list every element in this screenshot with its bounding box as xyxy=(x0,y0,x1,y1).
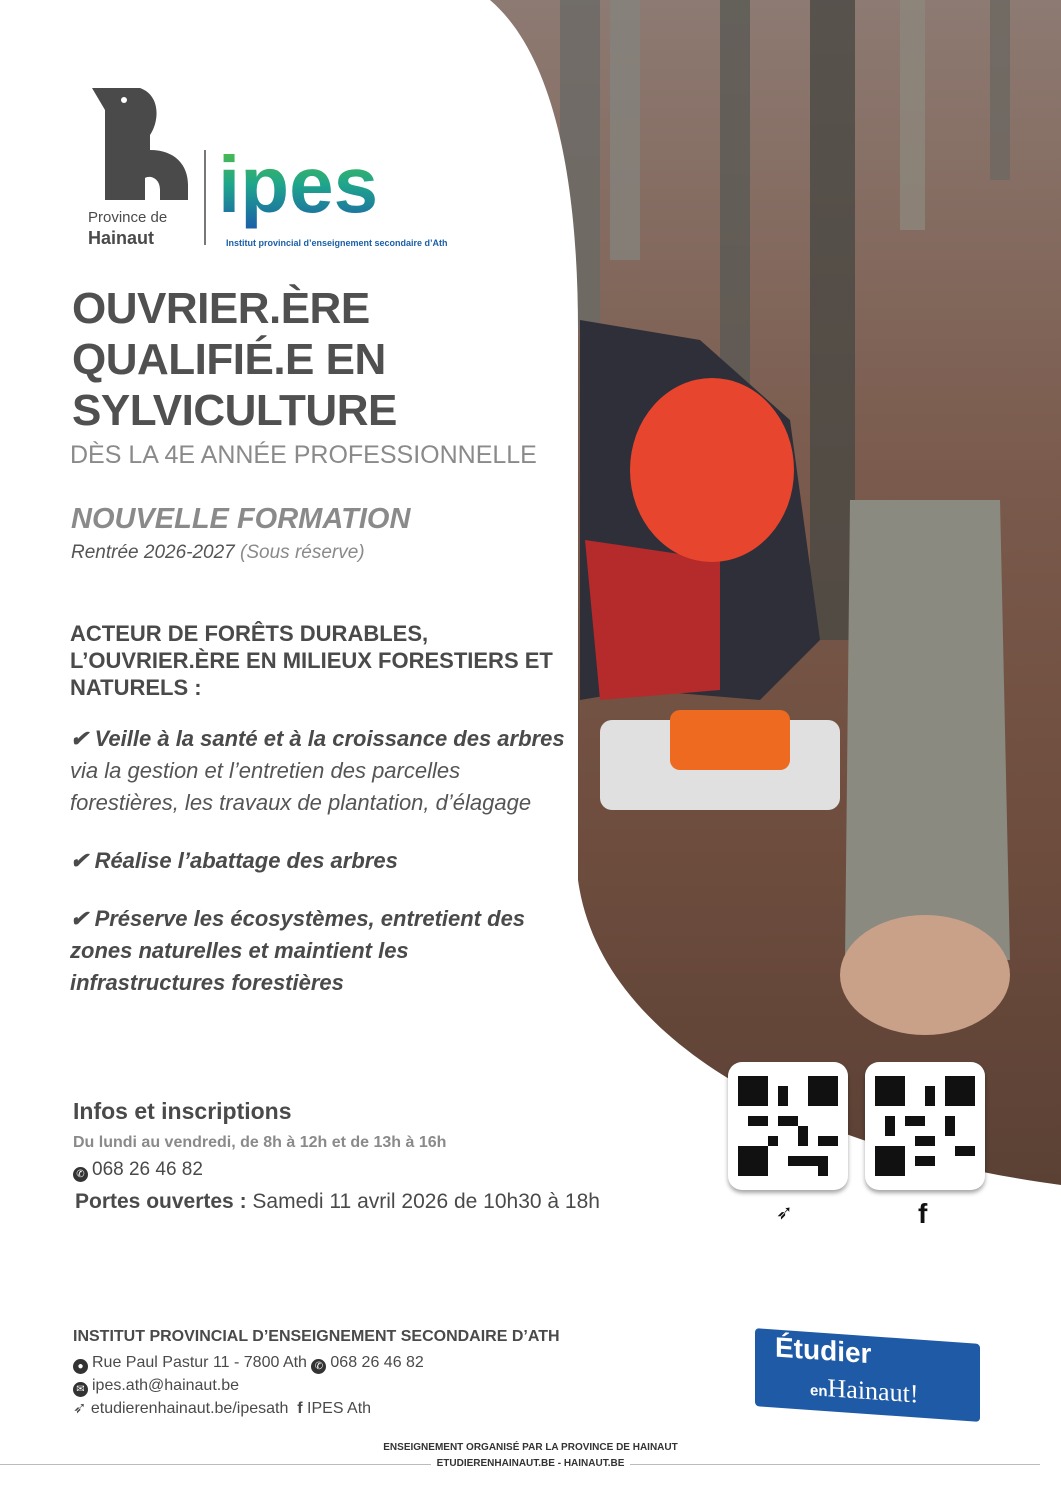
email-icon: ✉ xyxy=(73,1382,88,1397)
facebook-icon: f xyxy=(918,1198,928,1229)
web-line: ➶ etudierenhainaut.be/ipesath f IPES Ath xyxy=(73,1400,372,1417)
footer-line1: ENSEIGNEMENT ORGANISÉ PAR LA PROVINCE DE HAINAUT xyxy=(383,1442,678,1453)
infos-title: Infos et inscriptions xyxy=(73,1098,292,1124)
portes-ouvertes: Portes ouvertes : Samedi 11 avril 2026 de 10h30 à 18h xyxy=(75,1190,600,1213)
phone: ✆ 068 26 46 82 xyxy=(73,1158,203,1182)
email-line[interactable]: ✉ ipes.ath@hainaut.be xyxy=(73,1376,239,1397)
phone-icon: ✆ xyxy=(311,1359,326,1374)
page-title: OUVRIER.ÈRE QUALIFIÉ.E EN SYLVICULTURE xyxy=(72,284,397,435)
institution-name: INSTITUT PROVINCIAL D’ENSEIGNEMENT SECONDAIRE D’ATH xyxy=(73,1328,560,1345)
point-item: ✔ Veille à la santé et à la croissance des arbres via la gestion et l’entretien des parcelles forestières, les travaux de plantation, d’élagage xyxy=(70,726,565,815)
location-pin-icon: ● xyxy=(73,1359,88,1374)
click-icon: ➶ xyxy=(73,1400,91,1417)
point-item: ✔ Préserve les écosystèmes, entretient des zones naturelles et maintient les infrastructures forestières xyxy=(70,906,526,995)
ipes-logo-text: ipes xyxy=(218,140,379,229)
facebook-qr-code[interactable] xyxy=(865,1062,985,1190)
click-icon: ➶ xyxy=(776,1202,793,1224)
ipes-subtitle: Institut provincial d’enseignement secondaire d’Ath xyxy=(226,238,448,248)
etudier-en-hainaut-badge: Étudier enHainaut! xyxy=(755,1328,980,1422)
check-icon: ✔ xyxy=(70,726,89,751)
qr-code-icon xyxy=(875,1076,975,1176)
check-icon: ✔ xyxy=(70,848,89,873)
check-icon: ✔ xyxy=(70,906,89,931)
acteur-heading: ACTEUR DE FORÊTS DURABLES, L’OUVRIER.ÈRE EN MILIEUX FORESTIERS ET NATURELS : xyxy=(70,621,553,700)
footer-line2: ETUDIERENHAINAUT.BE - HAINAUT.BE xyxy=(431,1458,631,1469)
website-qr-code[interactable] xyxy=(728,1062,848,1190)
province-line1: Province de xyxy=(88,209,168,226)
province-line2: Hainaut xyxy=(88,228,155,248)
felled-log xyxy=(840,500,1010,1035)
address-line: ● Rue Paul Pastur 11 - 7800 Ath ✆ 068 26 46 82 xyxy=(73,1353,424,1374)
subtitle: DÈS LA 4E ANNÉE PROFESSIONNELLE xyxy=(70,441,537,469)
description-column xyxy=(70,620,570,1025)
facebook-icon: f xyxy=(297,1400,303,1417)
qr-code-icon xyxy=(738,1076,838,1176)
phone-icon: ✆ xyxy=(73,1167,88,1182)
nouvelle-formation: NOUVELLE FORMATION xyxy=(71,503,411,535)
rentree: Rentrée 2026-2027 (Sous réserve) xyxy=(71,542,365,563)
point-item: ✔ Réalise l’abattage des arbres xyxy=(70,848,398,873)
horaire: Du lundi au vendredi, de 8h à 12h et de 13h à 16h xyxy=(73,1134,447,1151)
